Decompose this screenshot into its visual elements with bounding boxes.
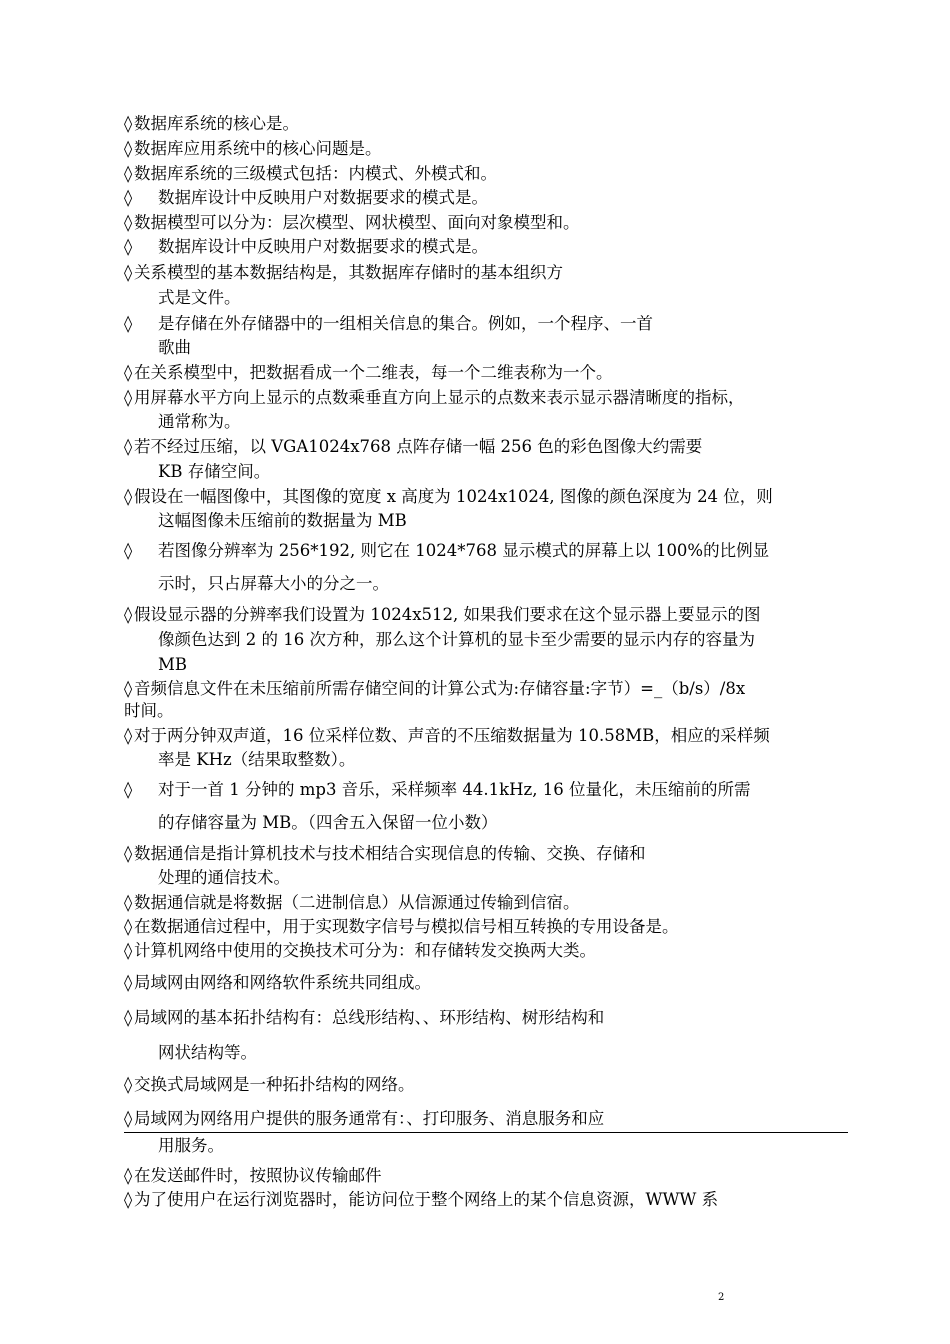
bullet-diamond: ◊ (124, 1075, 133, 1094)
question-text: 数据通信是指计算机技术与技术相结合实现信息的传输、交换、存储和 (134, 844, 646, 863)
question-continuation: 这幅图像未压缩前的数据量为 MB (158, 511, 407, 530)
question-line (124, 163, 497, 185)
question-text: 数据库系统的三级模式包括：内模式、外模式和。 (134, 164, 497, 183)
question-text: 计算机网络中使用的交换技术可分为：和存储转发交换两大类。 (134, 941, 596, 960)
bullet-diamond: ◊ (124, 213, 133, 232)
question-line (124, 236, 488, 258)
question-text: 数据库应用系统中的核心问题是。 (134, 139, 382, 158)
question-line (124, 1189, 718, 1211)
question-text: 数据库设计中反映用户对数据要求的模式是。 (158, 188, 488, 207)
question-text: 若图像分辨率为 256*192, 则它在 1024*768 显示模式的屏幕上以 100%的比例显 (158, 541, 770, 560)
bullet-diamond: ◊ (124, 679, 133, 698)
question-line (124, 262, 563, 284)
bullet-diamond: ◊ (124, 237, 133, 256)
question-text: 局域网的基本拓扑结构有：总线形结构、、环形结构、树形结构和 (134, 1008, 605, 1027)
bullet-diamond: ◊ (124, 139, 133, 158)
question-continuation: 网状结构等。 (158, 1043, 257, 1062)
question-line (124, 1108, 604, 1130)
question-text: 局域网由网络和网络软件系统共同组成。 (134, 973, 431, 992)
bullet-diamond: ◊ (124, 388, 133, 407)
question-text: 数据库设计中反映用户对数据要求的模式是。 (158, 237, 488, 256)
bullet-diamond: ◊ (124, 1109, 133, 1128)
question-line (124, 725, 770, 747)
question-line (124, 1074, 415, 1096)
question-line (124, 843, 646, 865)
question-text: 在数据通信过程中，用于实现数字信号与模拟信号相互转换的专用设备是。 (134, 917, 679, 936)
bullet-diamond: ◊ (124, 314, 133, 333)
question-line (124, 486, 773, 508)
question-continuation: 时间。 (124, 701, 174, 720)
question-text: 用屏幕水平方向上显示的点数乘垂直方向上显示的点数来表示显示器清晰度的指标， (134, 388, 745, 407)
bullet-diamond: ◊ (124, 726, 133, 745)
bullet-diamond: ◊ (124, 263, 133, 282)
bullet-diamond: ◊ (124, 941, 133, 960)
question-line (124, 362, 613, 384)
question-text: 局域网为网络用户提供的服务通常有：、打印服务、消息服务和应 (134, 1109, 605, 1128)
question-text: 数据模型可以分为：层次模型、网状模型、面向对象模型和。 (134, 213, 580, 232)
bullet-diamond: ◊ (124, 917, 133, 936)
bullet-diamond: ◊ (124, 844, 133, 863)
question-text: 在关系模型中，把数据看成一个二维表，每一个二维表称为一个。 (134, 363, 613, 382)
question-continuation: 歌曲 (158, 338, 191, 357)
bullet-diamond: ◊ (124, 1008, 133, 1027)
question-continuation: 处理的通信技术。 (158, 868, 290, 887)
question-line (124, 540, 769, 562)
bullet-diamond: ◊ (124, 164, 133, 183)
question-text: 假设在一幅图像中，其图像的宽度 x 高度为 1024x1024, 图像的颜色深度为 24 位，则 (134, 487, 773, 506)
question-continuation: 像颜色达到 2 的 16 次方种，那么这个计算机的显卡至少需要的显示内存的容量为 (158, 630, 755, 649)
horizontal-rule (124, 1132, 848, 1133)
page-number: 2 (718, 1292, 725, 1303)
question-text: 数据库系统的核心是。 (134, 114, 299, 133)
question-line (124, 892, 580, 914)
question-text: 交换式局域网是一种拓扑结构的网络。 (134, 1075, 415, 1094)
question-continuation: 的存储容量为 MB。（四舍五入保留一位小数） (158, 813, 498, 832)
bullet-diamond: ◊ (124, 780, 133, 799)
question-line (124, 916, 679, 938)
question-line (124, 1165, 382, 1187)
question-continuation: 用服务。 (158, 1136, 224, 1155)
bullet-diamond: ◊ (124, 1166, 133, 1185)
question-continuation: KB 存储空间。 (158, 462, 271, 481)
question-text: 为了使用户在运行浏览器时，能访问位于整个网络上的某个信息资源，WWW 系 (134, 1190, 719, 1209)
bullet-diamond: ◊ (124, 363, 133, 382)
question-line (124, 138, 382, 160)
question-continuation: MB (158, 655, 188, 674)
question-line (124, 212, 580, 234)
bullet-diamond: ◊ (124, 893, 133, 912)
question-text: 假设显示器的分辨率我们设置为 1024x512, 如果我们要求在这个显示器上要显示的图 (134, 605, 761, 624)
bullet-diamond: ◊ (124, 1190, 133, 1209)
bullet-diamond: ◊ (124, 605, 133, 624)
bullet-diamond: ◊ (124, 487, 133, 506)
question-text: 在发送邮件时，按照协议传输邮件 (134, 1166, 382, 1185)
question-text: 若不经过压缩，以 VGA1024x768 点阵存储一幅 256 色的彩色图像大约需要 (134, 437, 703, 456)
question-line (124, 387, 745, 409)
question-text: 关系模型的基本数据结构是，其数据库存储时的基本组织方 (134, 263, 563, 282)
bullet-diamond: ◊ (124, 437, 133, 456)
question-line (124, 187, 488, 209)
question-continuation: 率是 KHz（结果取整数）。 (158, 750, 356, 769)
question-text: 音频信息文件在未压缩前所需存储空间的计算公式为:存储容量:字节）=_（b/s）/8x (134, 679, 746, 698)
question-continuation: 示时，只占屏幕大小的分之一。 (158, 574, 389, 593)
question-text: 是存储在外存储器中的一组相关信息的集合。例如，一个程序、一首 (158, 314, 653, 333)
question-continuation: 通常称为。 (158, 412, 241, 431)
question-line (124, 604, 761, 626)
question-line (124, 779, 750, 801)
question-line (124, 313, 653, 335)
question-line (124, 940, 596, 962)
question-line (124, 436, 702, 458)
question-line (124, 972, 431, 994)
question-line (124, 678, 745, 700)
bullet-diamond: ◊ (124, 541, 133, 560)
bullet-diamond: ◊ (124, 188, 133, 207)
question-line (124, 113, 299, 135)
bullet-diamond: ◊ (124, 114, 133, 133)
bullet-diamond: ◊ (124, 973, 133, 992)
question-text: 数据通信就是将数据（二进制信息）从信源通过传输到信宿。 (134, 893, 580, 912)
question-continuation: 式是文件。 (158, 288, 241, 307)
question-line (124, 1007, 604, 1029)
question-text: 对于一首 1 分钟的 mp3 音乐，采样频率 44.1kHz, 16 位量化，未压缩前的所需 (158, 780, 751, 799)
question-text: 对于两分钟双声道，16 位采样位数、声音的不压缩数据量为 10.58MB，相应的采样频 (134, 726, 770, 745)
